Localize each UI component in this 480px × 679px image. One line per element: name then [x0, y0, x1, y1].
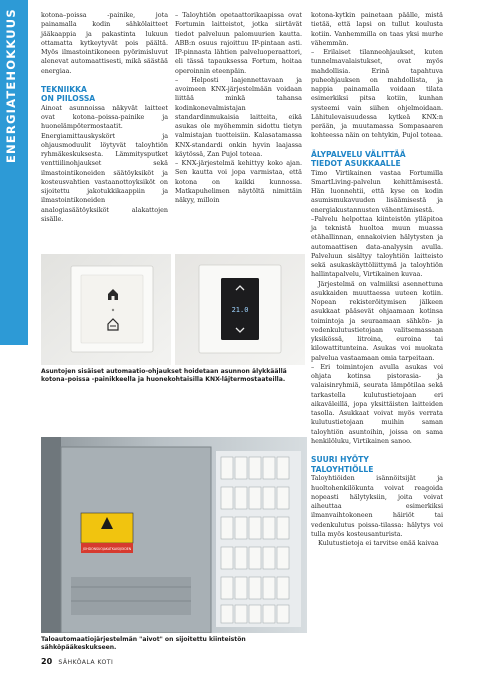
paragraph: Kulutustietoja ei tarvitse enää kaivaa — [318, 539, 439, 548]
paragraph: –Palvelu helpottaa kiinteistön ylläpitoa ja teknistä huoltoa muun muassa etähallinnan, ennakoivien hälytysten ja automaattisen data-analyysin avulla. Palveluun sisältyy taloyhtiön laitteisto sekä asukaskäyttöliittymä ja taloyhtiön hallintapalvelu, Virtikainen kuvaa. — [311, 214, 443, 279]
photo-caption: Asuntojen sisäiset automaatio-ohjaukset hoidetaan asunnon älykkäällä kotona–poissa -painikkeella ja huonekohtaisilla KNX-läjtermostaateilla. — [41, 368, 287, 384]
article-column-1 — [41, 11, 168, 224]
photo-electrical-cabinet-graphic — [41, 437, 307, 633]
article-column-3 — [311, 11, 443, 548]
magazine-name: SÄHKÖALA KOTI — [58, 659, 114, 666]
thermostat-display — [232, 306, 249, 314]
paragraph: – Helposti laajennettavaan ja avoimeen KNX-järjestelmään voidaan liittää minkä tahansa kodinkonevalmistajan standardinmukaisia laitteita, eikä asukas ole myöhemmin sidottu tietyn valmistajan tuotteisiin. Kalasatamassa KNX-standardi onkin hyvin laajassa käytössä, Zan Pujol toteaa. — [175, 75, 302, 158]
photo-caption: Taloautomaatiojärjestelmän "aivot" on sijoitettu kiinteistön sähköpääkeskukseen. — [41, 636, 246, 652]
paragraph: – KNX-järjestelmä kehittyy koko ajan. Sen kautta voi jopa varmistaa, että kotona on kaikki kunnossa. Matkapuhelimen näytöltä nimittäin näkyy, milloin — [175, 159, 302, 204]
photo-knx-thermostat-graphic — [175, 254, 305, 365]
paragraph: Taloyhtiöiden isännöitsijät ja huoltohenkilökunta voivat reagoida nopeasti hälytyksiin, joita voivat aiheuttaa esimerkiksi ilmanvaihtokoneen häiriöt tai vedenkulutus poissa-tilassa: hälytys voi tulla myös kosteusanturista. — [311, 474, 443, 538]
section-tab — [0, 0, 28, 345]
section-tab-label: ENERGIATEHOKKUUS — [4, 8, 18, 163]
paragraph: – Taloyhtiön opetaattorikaapissa ovat Fortumin laitteistot, jotka siirtävät tiedot palveluun palomuurien kautta. ABB:n osuus rajoittuu IP-pintaan asti. IP-pinnasta lähtien palveluoperaattori, eli tässä tapauksessa Fortum, hoitaa operoinnin eteenpäin. — [175, 11, 302, 75]
photo-electrical-cabinet — [41, 437, 307, 633]
section-heading: SUURI HYÖTY TALOYHTIÖLLE — [311, 455, 374, 474]
svg-text:JOHDONSUOJAKATKAISIJOIDEN: JOHDONSUOJAKATKAISIJOIDEN — [82, 547, 132, 551]
page-number: 20 — [41, 657, 53, 666]
section-heading: TEKNIIKKA ON PIILOSSA — [41, 84, 96, 104]
section-heading: ÄLYPALVELU VÄLITTÄÄ TIEDOT ASUKKAALLE — [311, 149, 406, 169]
svg-text:21.0: 21.0 — [231, 306, 249, 314]
paragraph: – Erilaiset tilanneohjaukset, kuten tunnelmavalaistukset, ovat myös mahdollisia. Erinä tapahtuva puheohjauksen on mahdollista, ja nappia painamalla voidaan tilata esimerkiksi pitsa kotiin, kunhan systeemi vain siihen ohjelmoidaan. Lähitulevaisuudessa kytkeä KNX:n perään, ja muutamassa Sompasaaren kohteessa näin on tehtykin, Pujol toteaa. — [311, 48, 443, 140]
paragraph: kotona-kytkin painetaan päälle, mistä tietää, että lapsi on tullut koulusta kotiin. Vanhemmilla on taas yksi murhe vähemmän. — [311, 11, 443, 47]
page-footer — [41, 657, 113, 666]
paragraph: Ainoat asunnoissa näkyvät laitteet ovat kotona–poissa-painike ja huonelämpötermostaatit. Energiamittauskyskört ja ohjausmoduulit löytyvät taloyhtiön ryhmäkeskuksesta. Lämmitysputket venttiilinohjaukset sekä ilmastointikoneiden säätöyksiköt ja kosteusvahtien vastaanottoyksiköt on sijoitettu jakotukkikaappiin ja ilmastointikoneiden analogiasäätöyksiköt alakattojen sisälle. — [41, 103, 168, 223]
paragraph: Järjestelmä on valmiiksi asennettuna asukkaiden muuttaessa uuteen kotiin. Nopean rekisteröitymisen jälkeen asukkaat pääsevät ohjaamaan kotinsa toimintoja ja seuraamaan sähkön- ja vedenkulutustietojaan valitsemassaan yksikössä, litroina, euroina tai kilowattitunteina. Asukas voi muokata palvelua vastaamaan omia tarpeitaan. — [311, 279, 443, 362]
paragraph: – Eri toimintojen avulla asukas voi ohjata kotinsa pistorasia- ja valaisinryhmiä, seurata lämpötilaa sekä tarkastella kulutustietojaan eri aikaväleillä, jopa yksittäisten laitteiden tasolla. Asukkaat voivat myös verrata kulutustietojaan muihin saman taloyhtiön asuntoihin, joissa on sama henkilöluku, Virtikainen sanoo. — [311, 362, 443, 445]
photo-knx-thermostat — [175, 254, 305, 365]
photo-home-away-switch-graphic — [41, 254, 171, 365]
paragraph: Timo Virtikainen vastaa Fortumilla SmartLiving-palvelun kehittämisestä. Hän luonnehtii, että kyse on kodin asumismukavuuden lisäämisestä ja energiakustannusten vähentämisestä. — [311, 168, 443, 214]
paragraph: kotona–poissa -painike, jota painamalla kodin sähkölaitteet jääkaappia ja pakastinta lukuun ottamatta kytkeytyvät pois päältä. Myös ilmastointikoneen pyörimisluvut alenevat automaattisesti, mikä säästää energiaa. — [41, 11, 168, 75]
article-column-2 — [175, 11, 302, 205]
photo-home-away-switch — [41, 254, 171, 365]
